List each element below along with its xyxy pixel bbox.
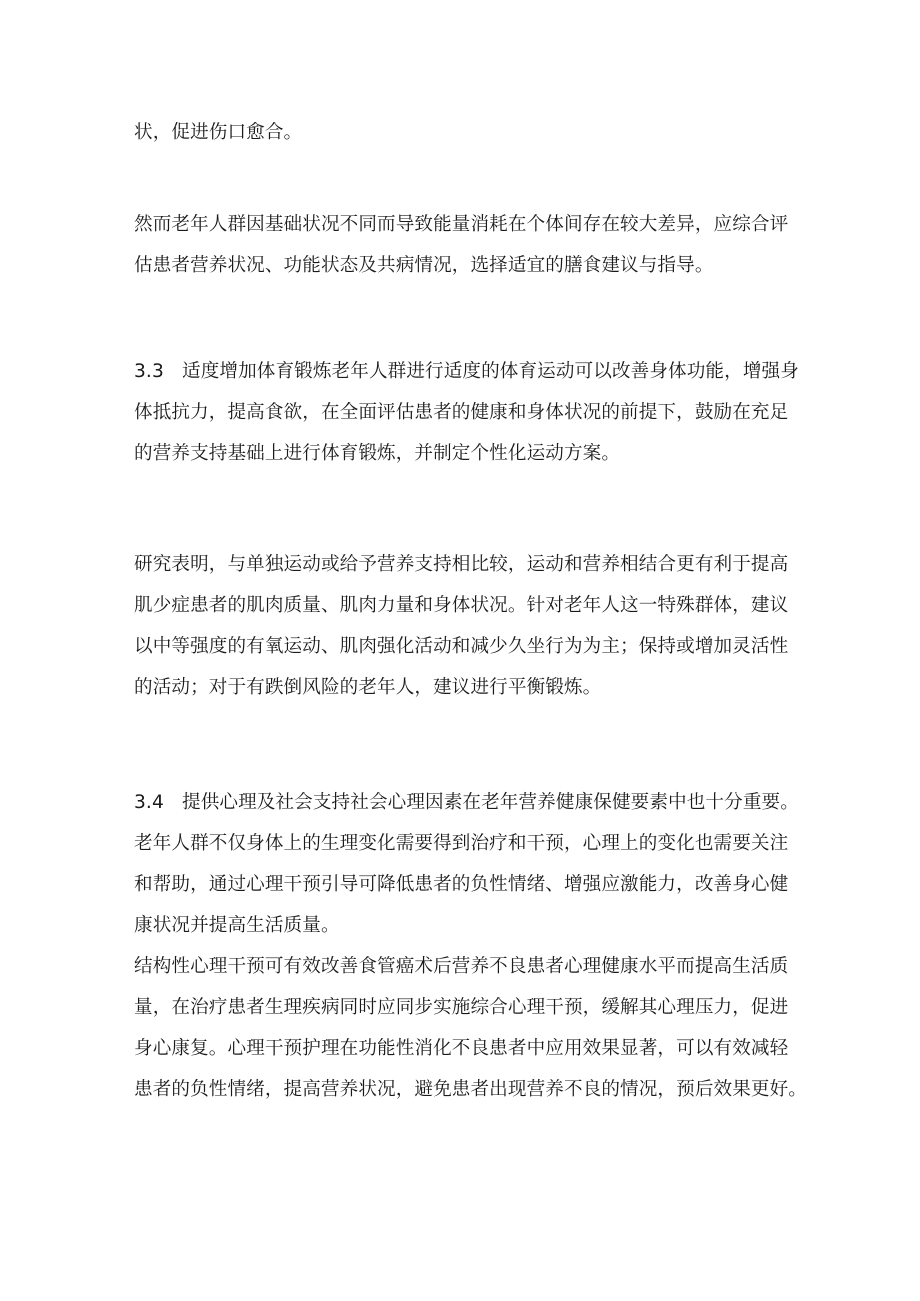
text-line: 以中等强度的有氧运动、肌肉强化活动和减少久坐行为为主；保持或增加灵活性 (134, 636, 789, 657)
section-heading-line (134, 782, 799, 823)
text-line: 的营养支持基础上进行体育锻炼，并制定个性化运动方案。 (134, 443, 621, 464)
section-3-3 (134, 351, 799, 474)
text-line: 的活动；对于有跌倒风险的老年人，建议进行平衡锻炼。 (134, 677, 602, 698)
text-line: 提供心理及社会支持社会心理因素在老年营养健康保健要素中也十分重要。 (182, 792, 799, 813)
text-line: 量，在治疗患者生理疾病同时应同步实施综合心理干预，缓解其心理压力，促进 (134, 997, 789, 1018)
text-line: 适度增加体育锻炼老年人群进行适度的体育运动可以改善身体功能，增强身 (182, 361, 799, 382)
text-line: 然而老年人群因基础状况不同而导致能量消耗在个体间存在较大差异，应综合评 (134, 214, 789, 235)
section-number: 3.4 (134, 792, 164, 813)
text-line: 估患者营养状况、功能状态及共病情况，选择适宜的膳食建议与指导。 (134, 255, 714, 276)
text-line: 研究表明，与单独运动或给予营养支持相比较，运动和营养相结合更有利于提高 (134, 554, 789, 575)
paragraph-energy-consumption (134, 204, 794, 286)
text-line: 康状况并提高生活质量。 (134, 915, 340, 936)
section-number: 3.3 (134, 361, 164, 382)
text-line: 肌少症患者的肌肉质量、肌肉力量和身体状况。针对老年人这一特殊群体，建议 (134, 595, 789, 616)
paragraph-research-findings (134, 544, 794, 708)
text-line: 体抵抗力，提高食欲，在全面评估患者的健康和身体状况的前提下，鼓励在充足 (134, 402, 789, 423)
text-line: 老年人群不仅身体上的生理变化需要得到治疗和干预，心理上的变化也需要关注 (134, 833, 789, 854)
text-line: 身心康复。心理干预护理在功能性消化不良患者中应用效果显著，可以有效减轻 (134, 1038, 789, 1059)
paragraph-continuation (134, 112, 794, 153)
section-3-4 (134, 782, 807, 1110)
text-line: 状，促进伤口愈合。 (134, 122, 303, 143)
section-heading-line (134, 351, 799, 392)
text-line: 患者的负性情绪，提高营养状况，避免患者出现营养不良的情况，预后效果更好。 (134, 1079, 807, 1100)
text-line: 结构性心理干预可有效改善食管癌术后营养不良患者心理健康水平而提高生活质 (134, 956, 789, 977)
text-line: 和帮助，通过心理干预引导可降低患者的负性情绪、增强应激能力，改善身心健 (134, 874, 789, 895)
